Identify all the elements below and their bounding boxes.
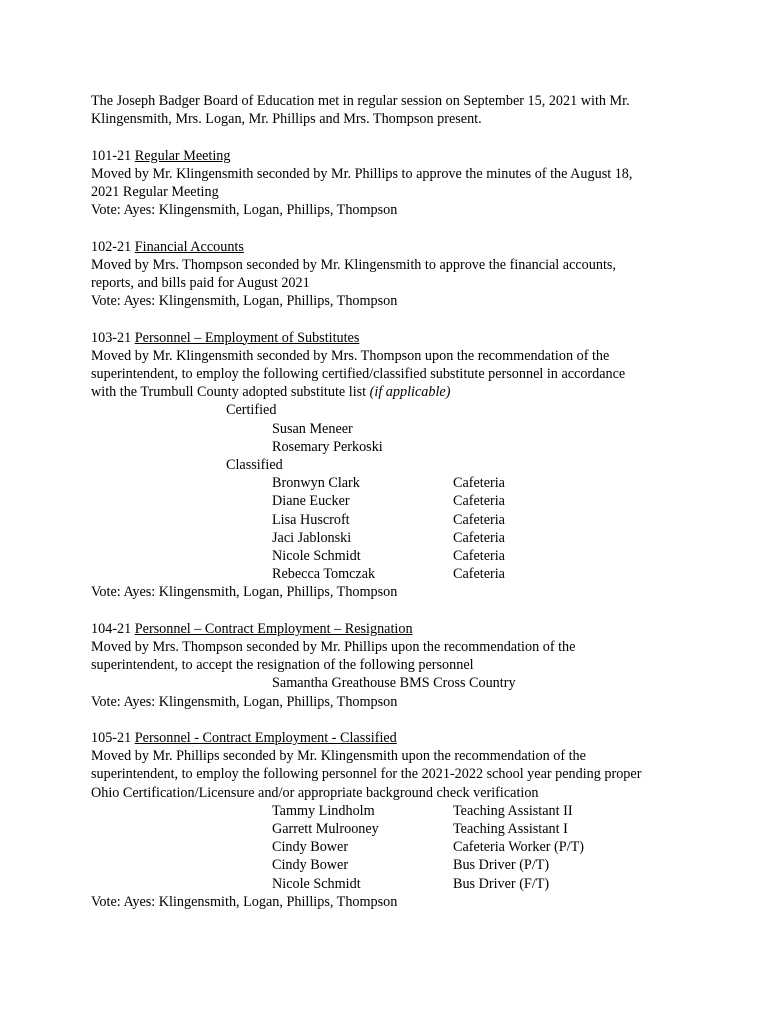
document-page [91,92,691,911]
motion-line: Moved by Mrs. Thompson seconded by Mr. Phillips upon the recommendation of the [91,639,576,656]
list-item: Bronwyn Clark Cafeteria [272,475,505,492]
certified-label: Certified [226,402,277,419]
list-item: Nicole Schmidt Bus Driver (F/T) [272,875,550,892]
section-title: Personnel – Employment of Substitutes [134,329,360,346]
section-102-21 [91,238,691,311]
motion-line: superintendent, to accept the resignation of the following personnel [91,657,474,674]
section-105-21 [91,729,691,911]
list-item: Susan Meneer [272,420,353,437]
classified-label: Classified [226,457,283,474]
list-item: Samantha Greathouse BMS Cross Country [272,675,516,692]
motion-line: with the Trumbull County adopted substitute list (if applicable) [91,384,451,401]
vote-line: Vote: Ayes: Klingensmith, Logan, Phillips, Thompson [91,202,398,219]
section-heading [91,147,691,165]
section-number: 104-21 [91,620,135,637]
section-heading [91,620,691,638]
motion-line: reports, and bills paid for August 2021 [91,275,310,291]
vote-line: Vote: Ayes: Klingensmith, Logan, Phillips, Thompson [91,584,398,601]
section-heading [91,729,691,747]
list-item: Garrett Mulrooney Teaching Assistant I [272,821,568,838]
section-number: 105-21 [91,730,135,747]
section-103-21 [91,329,691,602]
motion-line: 2021 Regular Meeting [91,184,219,200]
list-item: Rebecca Tomczak Cafeteria [272,566,505,583]
section-title: Regular Meeting [134,147,231,164]
list-item: Rosemary Perkoski [272,438,383,455]
section-number: 101-21 [91,147,135,164]
motion-line: Moved by Mrs. Thompson seconded by Mr. Klingensmith to approve the financial accounts, [91,256,616,273]
motion-line: Moved by Mr. Klingensmith seconded by Mrs. Thompson upon the recommendation of the [91,347,610,364]
intro-paragraph [91,92,691,128]
list-item: Cindy Bower Cafeteria Worker (P/T) [272,839,584,856]
motion-line: Moved by Mr. Klingensmith seconded by Mr. Phillips to approve the minutes of the August 18, [91,165,633,182]
motion-line: superintendent, to employ the following certified/classified substitute personnel in accordance [91,366,626,382]
vote-line: Vote: Ayes: Klingensmith, Logan, Phillips, Thompson [91,293,398,310]
motion-line: Ohio Certification/Licensure and/or appropriate background check verification [91,784,539,801]
list-item: Tammy Lindholm Teaching Assistant II [272,802,573,819]
if-applicable-note: (if applicable) [369,384,451,401]
section-number: 103-21 [91,329,135,346]
section-title: Financial Accounts [134,238,244,255]
section-title: Personnel – Contract Employment – Resignation [134,620,413,637]
list-item: Lisa Huscroft Cafeteria [272,511,505,528]
section-heading [91,329,691,347]
section-104-21 [91,620,691,711]
section-101-21 [91,147,691,220]
list-item: Jaci Jablonski Cafeteria [272,529,505,546]
list-item: Diane Eucker Cafeteria [272,493,505,510]
motion-line: superintendent, to employ the following personnel for the 2021-2022 school year pending proper [91,766,642,783]
list-item: Cindy Bower Bus Driver (P/T) [272,857,550,874]
list-item: Nicole Schmidt Cafeteria [272,548,505,565]
motion-line: Moved by Mr. Phillips seconded by Mr. Klingensmith upon the recommendation of the [91,748,586,765]
section-number: 102-21 [91,238,135,255]
section-heading [91,238,691,256]
vote-line: Vote: Ayes: Klingensmith, Logan, Phillips, Thompson [91,693,398,710]
intro-line: Klingensmith, Mrs. Logan, Mr. Phillips and Mrs. Thompson present. [91,111,482,128]
section-title: Personnel - Contract Employment - Classified [134,730,397,747]
intro-line: The Joseph Badger Board of Education met in regular session on September 15, 2021 with Mr. [91,93,630,109]
vote-line: Vote: Ayes: Klingensmith, Logan, Phillips, Thompson [91,893,398,910]
